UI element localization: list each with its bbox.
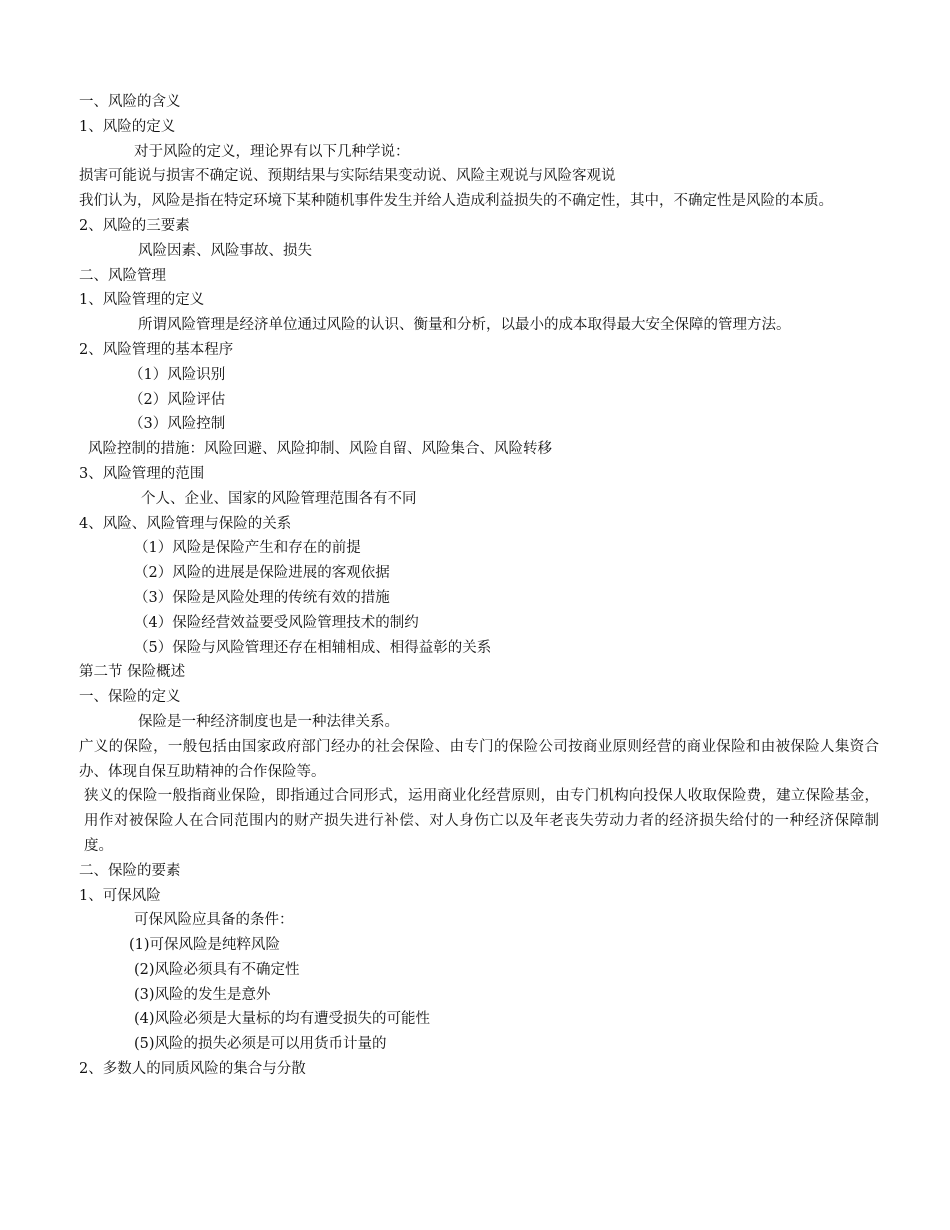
- list-item: （1）风险是保险产生和存在的前提: [134, 540, 361, 557]
- paragraph: 风险控制的措施：风险回避、风险抑制、风险自留、风险集合、风险转移: [88, 441, 552, 458]
- section-heading: 二、风险管理: [79, 267, 166, 284]
- paragraph: 对于风险的定义，理论界有以下几种学说：: [134, 143, 410, 160]
- document-body: [79, 90, 879, 1082]
- list-item: (3)风险的发生是意外: [134, 986, 271, 1003]
- chapter-heading: 第二节 保险概述: [79, 664, 186, 681]
- list-item: (4)风险必须是大量标的均有遭受损失的可能性: [134, 1011, 431, 1028]
- subsection-heading: 2、多数人的同质风险的集合与分散: [79, 1061, 306, 1078]
- subsection-heading: 2、风险管理的基本程序: [79, 341, 234, 358]
- paragraph: 可保风险应具备的条件：: [134, 912, 294, 929]
- paragraph: 保险是一种经济制度也是一种法律关系。: [138, 713, 399, 730]
- paragraph: 个人、企业、国家的风险管理范围各有不同: [141, 490, 417, 507]
- paragraph: 狭义的保险一般指商业保险，即指通过合同形式，运用商业化经营原则，由专门机构向投保人收取保险费，建立保险基金，用作对被保险人在合同范围内的财产损失进行补偿、对人身伤亡以及年老丧失劳动力者的经济损失给付的一种经济保障制度。: [84, 788, 879, 854]
- list-item: (2)风险必须具有不确定性: [134, 961, 300, 978]
- section-heading: 二、保险的要素: [79, 862, 181, 879]
- list-item: (5)风险的损失必须是可以用货币计量的: [134, 1036, 387, 1053]
- section-heading: 一、风险的含义: [79, 94, 181, 110]
- list-item: （2）风险的进展是保险进展的客观依据: [134, 565, 390, 582]
- list-item: （3）风险控制: [129, 416, 226, 433]
- paragraph: 广义的保险，一般包括由国家政府部门经办的社会保险、由专门的保险公司按商业原则经营的商业保险和由被保险人集资合办、体现自保互助精神的合作保险等。: [79, 738, 879, 780]
- list-item: （3）保险是风险处理的传统有效的措施: [134, 589, 390, 606]
- subsection-heading: 3、风险管理的范围: [79, 465, 205, 482]
- subsection-heading: 4、风险、风险管理与保险的关系: [79, 515, 292, 532]
- subsection-heading: 1、可保风险: [79, 887, 161, 904]
- list-item: （4）保险经营效益要受风险管理技术的制约: [134, 614, 419, 631]
- paragraph: 所谓风险管理是经济单位通过风险的认识、衡量和分析，以最小的成本取得最大安全保障的管理方法。: [138, 317, 791, 334]
- paragraph: 损害可能说与损害不确定说、预期结果与实际结果变动说、风险主观说与风险客观说: [79, 168, 616, 185]
- list-item: （2）风险评估: [129, 391, 226, 408]
- paragraph: 风险因素、风险事故、损失: [138, 242, 312, 259]
- list-item: （1）风险识别: [129, 366, 226, 383]
- paragraph: 我们认为，风险是指在特定环境下某种随机事件发生并给人造成利益损失的不确定性，其中，不确定性是风险的本质。: [79, 193, 833, 210]
- subsection-heading: 1、风险管理的定义: [79, 292, 205, 309]
- section-heading: 一、保险的定义: [79, 689, 181, 706]
- subsection-heading: 1、风险的定义: [79, 118, 176, 135]
- list-item: （5）保险与风险管理还存在相辅相成、相得益彰的关系: [134, 639, 492, 656]
- subsection-heading: 2、风险的三要素: [79, 217, 190, 234]
- list-item: (1)可保风险是纯粹风险: [129, 937, 281, 954]
